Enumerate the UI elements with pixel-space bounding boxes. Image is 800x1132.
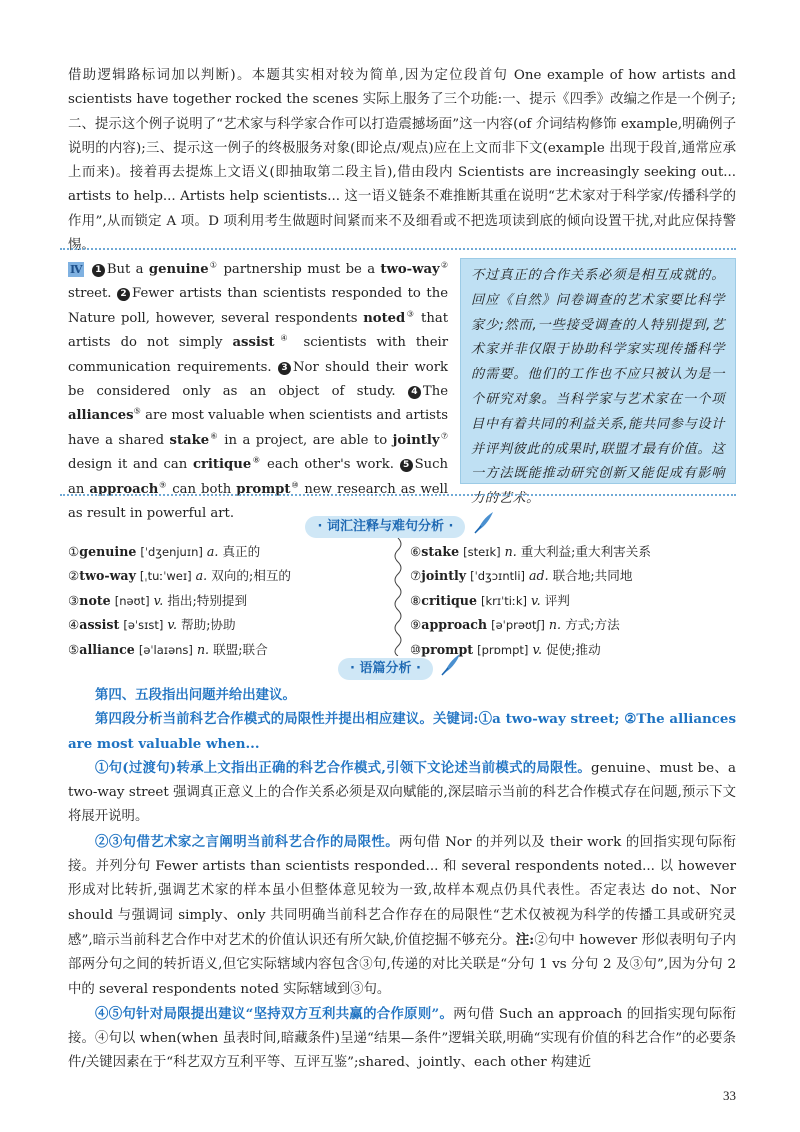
vocab-phonetic: [əˈprəʊtʃ]	[491, 618, 545, 633]
vocab-def: 联合地;共同地	[552, 568, 633, 584]
vocab-word: note	[79, 592, 111, 608]
vocab-list-right	[410, 540, 740, 662]
vocab-def: 联盟;联合	[213, 641, 268, 657]
vocab-def: 评判	[544, 592, 570, 608]
vocab-phonetic: [əˈsɪst]	[123, 618, 164, 633]
vocab-heading: · 词汇注释与难句分析 ·	[305, 516, 465, 538]
analysis-heading: ①句(过渡句)转承上文指出正确的科艺合作模式,引领下文论述当前模式的局限性。	[95, 759, 591, 776]
note-mark: ①	[208, 260, 219, 270]
passage-text: The	[422, 384, 448, 400]
vocab-pos: n.	[548, 617, 562, 633]
passage-text: that artists do not simply	[68, 310, 448, 351]
keyword-stake: stake	[169, 432, 210, 448]
vocab-num: ⑨	[410, 617, 422, 633]
dotted-divider-top	[60, 248, 736, 250]
sentence-number-1: 1	[92, 264, 105, 277]
vocab-pos: v.	[167, 617, 177, 633]
note-mark: ⑧	[251, 455, 262, 465]
note-mark: ⑦	[439, 431, 449, 441]
dotted-divider-bottom	[60, 494, 736, 496]
vocab-num: ⑤	[68, 641, 80, 657]
quill-pen-icon	[473, 510, 495, 534]
vocab-phonetic: [ˈdʒenjuɪn]	[140, 545, 203, 559]
passage-text: Such an	[68, 457, 448, 497]
vocab-list-left	[68, 540, 388, 662]
vocab-item	[68, 540, 388, 564]
note-mark: ④	[274, 333, 294, 343]
vocab-def: 指出;特别提到	[167, 592, 248, 608]
vocab-word: prompt	[421, 641, 474, 657]
vocab-num: ①	[68, 544, 80, 559]
page-number: 33	[723, 1088, 736, 1103]
sentence-number-2: 2	[117, 288, 130, 301]
note-mark: ⑥	[209, 431, 219, 441]
keyword-prompt: prompt	[236, 481, 291, 497]
reading-passage	[68, 258, 448, 526]
keyword-genuine: genuine	[148, 262, 209, 277]
note-mark: ⑨	[158, 480, 168, 490]
passage-text: are most valuable when scientists and artists have a shared	[68, 408, 449, 448]
keyword-noted: noted	[363, 310, 406, 326]
keyword-assist: assist	[232, 335, 275, 351]
sentence-number-4: 4	[408, 386, 421, 399]
passage-text: scientists with their communication requirements.	[68, 335, 449, 375]
vocab-pos: v.	[153, 592, 164, 608]
analysis-summary: 第四、五段指出问题并给出建议。	[95, 687, 296, 703]
vocab-num: ④	[68, 617, 80, 633]
vocab-phonetic: [krɪˈtiːk]	[480, 593, 528, 608]
discourse-analysis	[68, 683, 736, 1076]
vocab-pos: a.	[206, 544, 219, 559]
vocab-pos: v.	[532, 641, 543, 657]
passage-text: each other's work.	[261, 457, 400, 473]
analysis-paragraph-4-overview: 第四段分析当前科艺合作模式的局限性并提出相应建议。关键词:①a two-way street; ②The alliances are most valuable when...	[68, 711, 736, 752]
sentence-number-3: 3	[278, 362, 291, 375]
keyword-jointly: jointly	[392, 432, 440, 448]
passage-text: Nor should their work be considered only as an object of study.	[68, 359, 448, 400]
note-mark: ⑩	[290, 480, 300, 490]
analysis-body: genuine、must be、a two-way street 强调真正意义上的合作关系必须是双向赋能的,深层暗示当前的科艺合作模式存在问题,预示下文将展开说明。	[68, 760, 736, 825]
vocab-def: 重大利益;重大利害关系	[520, 544, 651, 559]
passage-text: can both	[167, 481, 237, 497]
vocab-pos: ad.	[529, 568, 549, 584]
passage-text: new research as well as result in powerful art.	[68, 481, 448, 522]
vocab-item	[68, 564, 388, 588]
analysis-body: 两句借 Such an approach 的回指实现句际衔接。④句以 when(when 虽表时间,暗藏条件)呈递“结果—条件”逻辑关联,明确“实现有价值的科艺合作”的必要条件/关键因素在于“科艺双方互利平等、互评互鉴”;shared、jointly、each other 构建近	[68, 1006, 736, 1071]
analysis-body: 两句借 Nor 的并列以及 their work 的回指实现句际衔接。并列分句 Fewer artists than scientists responded... 和 several respondents noted... 以 however 形成对比转折,强调艺术家的样本虽小但整体意见较为一致,故样本观点仍具代表性。否定表达 do not、Nor should 与强调词 simply、only 共同明确当前科艺合作存在的局限性“艺术仅被视为科学的传播工具或研究灵感”,暗示当前科艺合作中对艺术的价值认识还有所欠缺,价值挖掘不够充分。	[68, 834, 736, 948]
vocab-item	[410, 589, 740, 613]
keyword-critique: critique	[192, 457, 252, 473]
vocab-word: two-way	[79, 568, 136, 584]
vocab-item	[68, 613, 388, 637]
note-label: 注:	[515, 931, 535, 948]
analysis-note: ②句中 however 形似表明句子内部两分句之间的转折语义,但它实际辖域内容包含③句,传递的对比关联是“分句 1 vs 分句 2 及③句”,因为分句 2 中的 several respondents noted 实际辖域到③句。	[68, 932, 736, 997]
analysis-sentences-2-3	[68, 830, 736, 1002]
intro-paragraph: 借助逻辑路标词加以判断)。本题其实相对较为简单,因为定位段首句 One example of how artists and scientists have together rocked the scenes 实际上服务了三个功能:一、提示《四季》改编之作是一个例子;二、提示这个例子说明了“艺术家与科学家合作可以打造震撼场面”这一内容(of 介词结构修饰 example,明确例子说明的内容);三、提示这一例子的终极服务对象(即论点/观点)应在上文而非下文(example 出现于段首,通常应承上而来)。接着再去提炼上文语义(即抽取第二段主旨),借由段内 Scientists are increasingly seeking out... artists to help... Artists help scientists... 这一语义链条不难推断其重在说明“艺术家对于科学家/传播科学的作用”,从而锁定 A 项。D 项利用考生做题时间紧而来不及细看或不把选项读到底的倾向设置干扰,对此应保持警惕。	[68, 68, 736, 254]
vocab-word: genuine	[79, 544, 137, 559]
paragraph-marker: Ⅳ	[70, 263, 83, 276]
keyword-two-way: two-way	[380, 262, 440, 277]
vocab-def: 方式;方法	[565, 617, 620, 633]
vocab-num: ③	[68, 592, 80, 608]
passage-text: in a project, are able to	[218, 432, 393, 448]
discourse-section-header	[300, 652, 500, 674]
keyword-approach: approach	[89, 481, 159, 497]
vocab-word: approach	[421, 617, 488, 633]
vocab-item	[410, 540, 740, 564]
analysis-sentences-4-5	[68, 1002, 736, 1076]
note-mark: ③	[405, 309, 416, 319]
vocab-item	[410, 613, 740, 637]
note-mark: ⑤	[133, 407, 141, 417]
vocab-phonetic: [prɒmpt]	[477, 642, 529, 657]
analysis-sentence-1	[68, 756, 736, 830]
passage-text: partnership must be a	[218, 262, 381, 277]
analysis-heading: ②③句借艺术家之言阐明当前科艺合作的局限性。	[95, 833, 400, 850]
sentence-number-5: 5	[400, 459, 413, 472]
vocab-phonetic: [əˈlaɪəns]	[138, 642, 193, 657]
analysis-heading: ④⑤句针对局限提出建议“坚持双方互利共赢的合作原则”。	[95, 1005, 454, 1022]
wavy-divider	[392, 538, 404, 656]
discourse-heading: · 语篇分析 ·	[338, 658, 433, 680]
translation-box: 不过真正的合作关系必须是相互成就的。回应《自然》问卷调查的艺术家要比科学家少;然而,一些接受调查的人特别提到,艺术家并非仅限于协助科学家实现传播科学的需要。他们的工作也不应只被认为是一个研究对象。当科学家与艺术家在一个项目中有着共同的利益关系,能共同参与设计并评判彼此的成果时,联盟才最有价值。这一方法既能推动研究创新又能促成有影响力的艺术。	[460, 258, 736, 484]
vocab-num: ②	[68, 568, 80, 584]
vocab-pos: n.	[504, 544, 517, 559]
quill-pen-icon	[440, 652, 462, 676]
vocab-phonetic: [ˌtuːˈweɪ]	[139, 569, 192, 584]
vocab-phonetic: [ˈdʒɔɪntli]	[470, 569, 525, 584]
vocab-word: assist	[79, 617, 120, 633]
vocab-word: stake	[421, 544, 460, 559]
vocab-phonetic: [nəʊt]	[114, 593, 150, 608]
vocab-def: 真正的	[222, 544, 261, 559]
vocab-item	[410, 564, 740, 588]
passage-text: street.	[68, 286, 118, 302]
vocab-num: ⑥	[410, 544, 422, 559]
vocab-word: alliance	[79, 641, 135, 657]
passage-text: design it and can	[68, 457, 193, 473]
vocab-def: 帮助;协助	[181, 617, 236, 633]
vocab-item	[68, 589, 388, 613]
vocab-phonetic: [steɪk]	[463, 545, 501, 559]
vocab-word: critique	[421, 592, 477, 608]
note-mark: ②	[439, 260, 449, 270]
vocab-word: jointly	[421, 568, 467, 584]
keyword-alliances: alliances	[68, 408, 134, 424]
vocab-pos: a.	[195, 568, 208, 584]
vocab-pos: n.	[196, 641, 210, 657]
passage-text: Fewer artists than scientists responded to the Nature poll, however, several respondents	[68, 286, 448, 326]
vocab-num: ⑧	[410, 592, 422, 608]
vocab-def: 双向的;相互的	[211, 568, 292, 584]
passage-text: But a	[106, 262, 149, 277]
vocab-section-header	[300, 510, 500, 532]
vocab-num: ⑩	[410, 641, 422, 657]
vocab-pos: v.	[531, 592, 541, 608]
vocab-num: ⑦	[410, 568, 422, 584]
vocab-def: 促使;推动	[546, 641, 601, 657]
